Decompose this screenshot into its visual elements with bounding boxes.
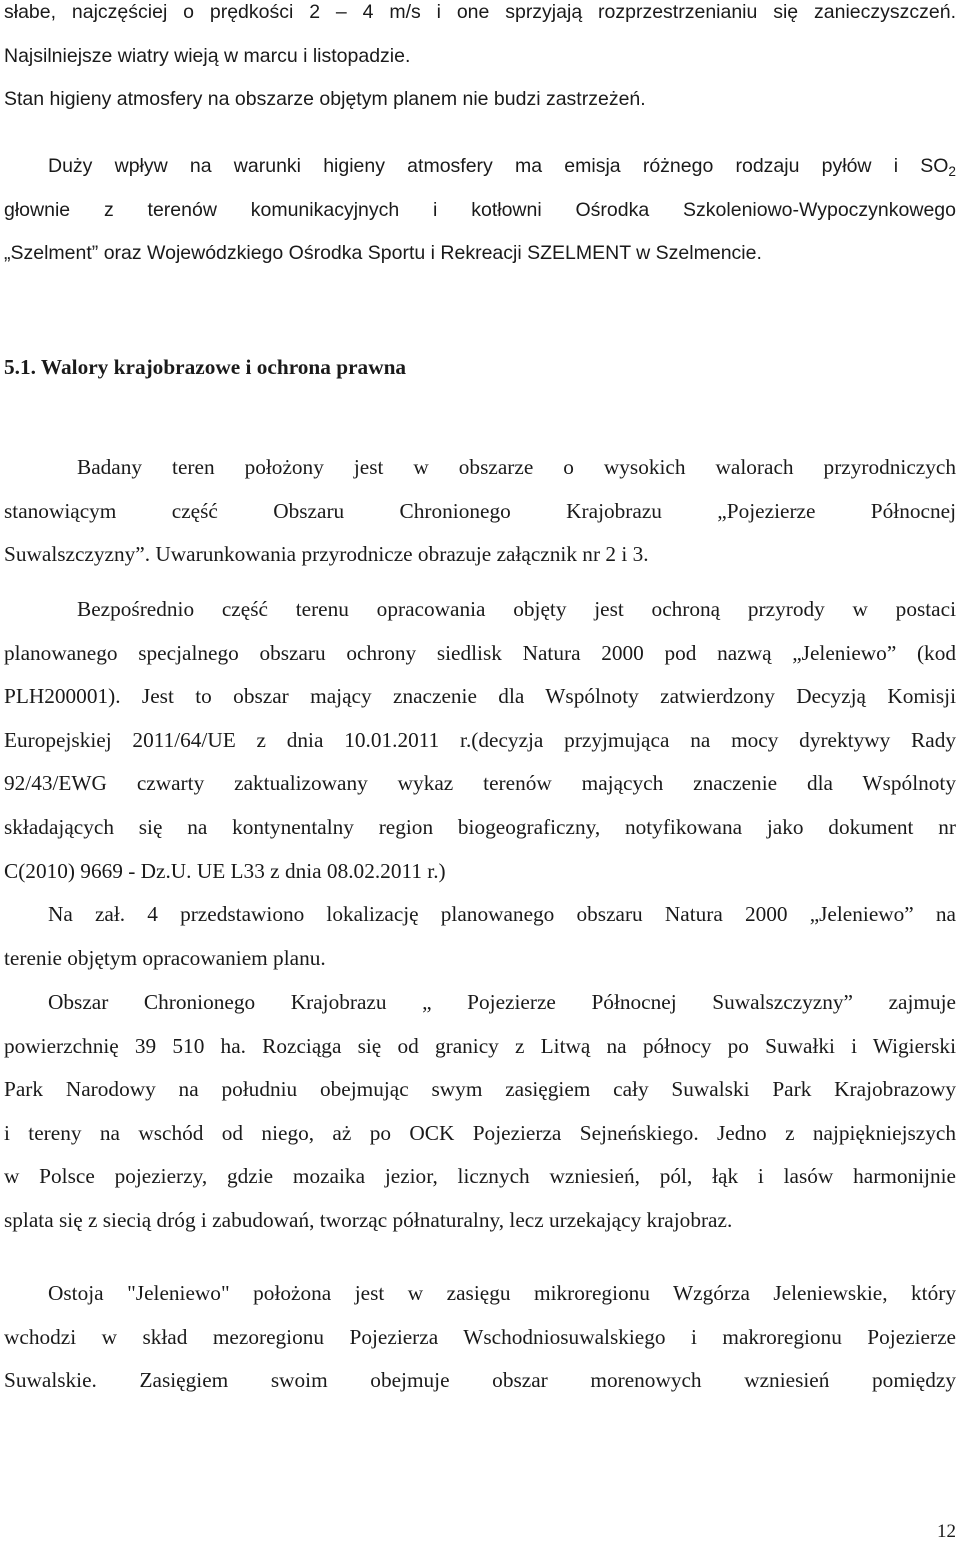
p1-line-2: stanowiącym część Obszaru Chronionego Krajobrazu „Pojezierze Północnej	[4, 498, 956, 523]
p2-line-1: Bezpośrednio część terenu opracowania objęty jest ochroną przyrody w postaci	[77, 597, 956, 621]
paragraph-4	[4, 981, 956, 1243]
p4-line-6: splata się z siecią dróg i zabudowań, tworząc półnaturalny, lecz urzekający krajobraz.	[4, 1207, 733, 1232]
emission-paragraph	[4, 145, 956, 276]
p4-line-5: w Polsce pojezierzy, gdzie mozaika jezior, licznych wzniesień, pól, łąk i lasów harmonijnie	[4, 1164, 956, 1189]
p2-line-4: Europejskiej 2011/64/UE z dnia 10.01.2011 r.(decyzja przyjmująca na mocy dyrektywy Rady	[4, 727, 956, 752]
intro-line-3: Stan higieny atmosfery na obszarze objętym planem nie budzi zastrzeżeń.	[4, 88, 646, 110]
p4-line-2: powierzchnię 39 510 ha. Rozciąga się od granicy z Litwą na północy po Suwałki i Wigierski	[4, 1033, 956, 1058]
intro-text	[4, 0, 956, 122]
p2-line-5: 92/43/EWG czwarty zaktualizowany wykaz terenów mających znaczenie dla Wspólnoty	[4, 771, 956, 796]
intro-line-2: Najsilniejsze wiatry wieją w marcu i listopadzie.	[4, 44, 411, 67]
p4-line-1: Obszar Chronionego Krajobrazu „ Pojezierze Północnej Suwalszczyzny” zajmuje	[48, 990, 956, 1014]
section-heading: 5.1. Walory krajobrazowe i ochrona prawna	[4, 355, 407, 379]
emission-line-1	[4, 145, 956, 189]
p5-line-3: Suwalskie. Zasięgiem swoim obejmuje obszar morenowych wzniesień pomiędzy	[4, 1368, 956, 1393]
p4-line-3: Park Narodowy na południu obejmując swym zasięgiem cały Suwalski Park Krajobrazowy	[4, 1077, 956, 1102]
p3-line-2: terenie objętym opracowaniem planu.	[4, 945, 326, 970]
p3-line-1: Na zał. 4 przedstawiono lokalizację planowanego obszaru Natura 2000 „Jeleniewo” na	[48, 902, 956, 926]
p5-line-2: wchodzi w skład mezoregionu Pojezierza Wschodniosuwalskiego i makroregionu Pojezierze	[4, 1324, 956, 1349]
p5-line-1: Ostoja "Jeleniewo" położona jest w zasięgu mikroregionu Wzgórza Jeleniewskie, który	[48, 1281, 956, 1305]
paragraph-3	[4, 893, 956, 980]
p1-line-3: Suwalszczyzny”. Uwarunkowania przyrodnicze obrazuje załącznik nr 2 i 3.	[4, 542, 649, 567]
page-number: 12	[937, 1521, 956, 1542]
intro-line-1: słabe, najczęściej o prędkości 2 – 4 m/s i one sprzyjają rozprzestrzenianiu się zanieczyszczeń.	[4, 1, 956, 23]
paragraph-1	[4, 446, 956, 577]
p2-line-7: C(2010) 9669 - Dz.U. UE L33 z dnia 08.02.2011 r.)	[4, 858, 446, 883]
paragraph-2	[4, 588, 956, 893]
emission-line-3: „Szelment” oraz Wojewódzkiego Ośrodka Sportu i Rekreacji SZELMENT w Szelmencie.	[4, 242, 762, 264]
p4-line-4: i tereny na wschód od niego, aż po OCK Pojezierza Sejneńskiego. Jedno z najpiękniejszych	[4, 1120, 956, 1145]
p1-line-1: Badany teren położony jest w obszarze o wysokich walorach przyrodniczych	[77, 455, 956, 479]
p2-line-2: planowanego specjalnego obszaru ochrony siedlisk Natura 2000 pod nazwą „Jeleniewo” (kod	[4, 640, 956, 665]
emission-line-2: głownie z terenów komunikacyjnych i kotłowni Ośrodka Szkoleniowo-Wypoczynkowego	[4, 198, 956, 221]
p2-line-3: PLH200001). Jest to obszar mający znaczenie dla Wspólnoty zatwierdzony Decyzją Komisji	[4, 684, 956, 709]
emission-line-1-text: Duży wpływ na warunki higieny atmosfery ma emisja różnego rodzaju pyłów i SO	[48, 155, 949, 177]
paragraph-5	[4, 1272, 956, 1403]
so2-subscript: 2	[948, 164, 956, 179]
p2-line-6: składających się na kontynentalny region biogeograficzny, notyfikowana jako dokument nr	[4, 814, 956, 839]
